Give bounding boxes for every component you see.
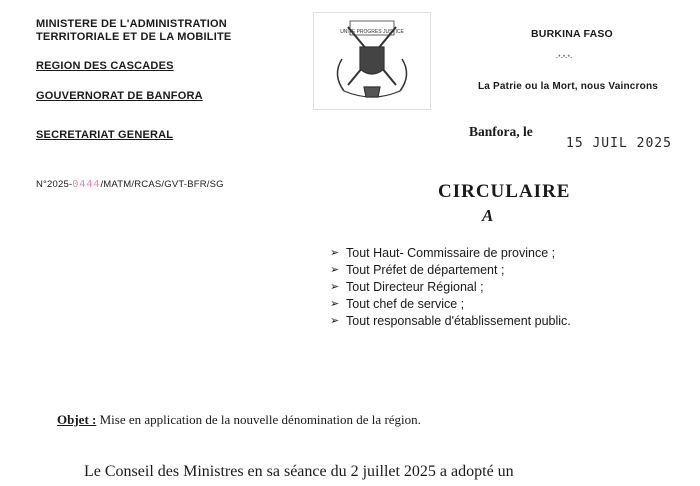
svg-text:UNITE PROGRES JUSTICE: UNITE PROGRES JUSTICE	[340, 29, 404, 35]
reference-suffix: /MATM/RCAS/GVT-BFR/SG	[100, 179, 224, 190]
body-first-line: Le Conseil des Ministres en sa séance du 2 juillet 2025 a adopté un	[84, 463, 514, 480]
region-name: REGION DES CASCADES	[36, 60, 174, 72]
governorate-name: GOUVERNORAT DE BANFORA	[36, 90, 203, 102]
recipient-text: Tout Préfet de département ;	[346, 263, 505, 277]
recipient-item	[330, 245, 571, 262]
reference-handwritten-number: 0444	[72, 179, 101, 190]
reference-number-line	[36, 178, 224, 191]
recipient-item	[330, 279, 571, 296]
arrow-bullet-icon: ➢	[330, 298, 340, 310]
recipient-text: Tout responsable d'établissement public.	[346, 314, 571, 328]
ministry-name	[36, 18, 231, 44]
recipient-text: Tout Haut- Commissaire de province ;	[346, 246, 556, 260]
recipient-item	[330, 296, 571, 313]
object-line	[57, 412, 421, 428]
reference-prefix: N°2025-	[36, 179, 73, 190]
recipient-item	[330, 262, 571, 279]
arrow-bullet-icon: ➢	[330, 315, 340, 327]
coat-of-arms-drawing	[314, 13, 430, 109]
ministry-line-2: TERRITORIALE ET DE LA MOBILITE	[36, 31, 232, 43]
place-label: Banfora, le	[469, 124, 533, 139]
arrow-bullet-icon: ➢	[330, 281, 340, 293]
recipient-text: Tout chef de service ;	[346, 297, 465, 311]
recipient-text: Tout Directeur Régional ;	[346, 280, 484, 294]
national-motto: La Patrie ou la Mort, nous Vaincrons	[478, 81, 659, 92]
country-name: BURKINA FASO	[531, 28, 613, 40]
object-text: Mise en application de la nouvelle dénomination de la région.	[99, 412, 421, 427]
object-label: Objet :	[57, 412, 97, 427]
country-separator: -*-*-*-	[556, 55, 573, 61]
circular-recipient-marker: A	[482, 206, 494, 225]
recipient-item	[330, 313, 571, 330]
ministry-line-1: MINISTERE DE L'ADMINISTRATION	[36, 18, 227, 30]
circular-title: CIRCULAIRE	[438, 181, 571, 202]
arrow-bullet-icon: ➢	[330, 264, 340, 276]
arrow-bullet-icon: ➢	[330, 247, 340, 259]
coat-of-arms-icon	[313, 12, 431, 110]
secretariat-name: SECRETARIAT GENERAL	[36, 129, 174, 141]
date-stamp: 15 JUIL 2025	[566, 136, 672, 151]
recipients-list	[330, 245, 571, 330]
